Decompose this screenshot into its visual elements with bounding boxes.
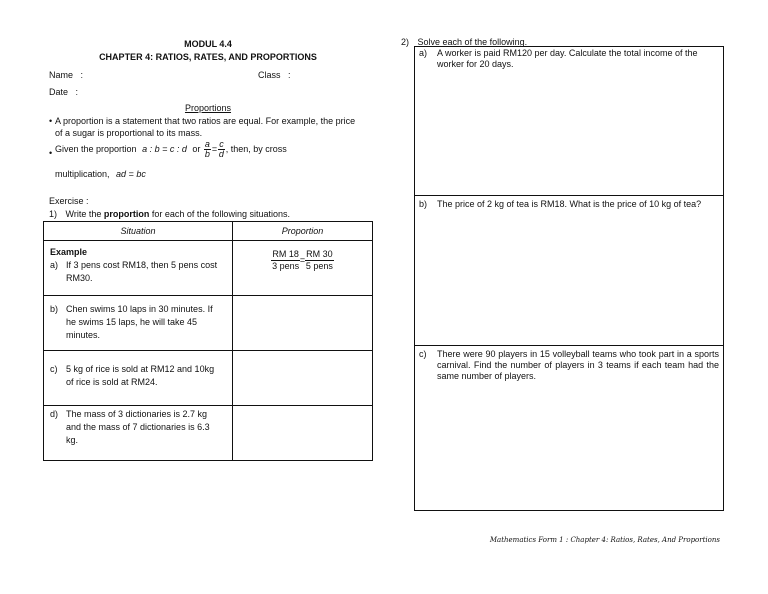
row-label: b) [50,304,59,314]
situation-table [43,221,373,461]
table-row [44,406,373,461]
cross-label: multiplication, [55,169,110,179]
table-header-row [44,222,373,241]
formula-tail: , then, by cross [225,143,287,154]
q1-pre: Write the [65,209,104,219]
formula-intro: Given the proportion [55,143,137,154]
class-label: Class : [258,70,291,80]
part-text: A worker is paid RM120 per day. Calculate the total income of the worker for 20 days. [437,48,698,69]
proportion-formula [49,140,369,159]
part-label: b) [419,199,428,209]
cross-formula: ad = bc [116,169,146,179]
answer-box-a[interactable] [414,46,724,196]
part-label: c) [419,349,427,359]
answer-box-c[interactable] [414,345,724,511]
situation-cell [44,241,233,296]
situation-cell [44,296,233,351]
header-situation: Situation [44,222,233,241]
proportion-answer-cell[interactable] [233,406,373,461]
situation-cell [44,351,233,406]
answer-fraction-2: $\frac{RM 30}{\text{5 pens}}$ [305,249,333,271]
row-label: d) [50,409,59,419]
row-text: If 3 pens cost RM18, then 5 pens cost RM30. [66,260,218,283]
table-row [44,241,373,296]
date-label: Date : [49,87,79,97]
name-label: Name : [49,70,84,80]
exercise-label: Exercise : [49,196,89,206]
formula-or: or [192,143,201,154]
part-text: There were 90 players in 15 volleyball teams who took part in a sports carnival. Find the number of players in 3 teams if each team had the same number of players. [437,349,719,381]
question-1 [49,209,290,219]
formula-ratio: a : b = c : d [142,143,187,154]
answer-equals: = [299,254,306,265]
chapter-title: CHAPTER 4: RATIOS, RATES, AND PROPORTIONS [99,52,317,62]
situation-cell [44,406,233,461]
proportion-answer-cell[interactable] [233,296,373,351]
part-text: The price of 2 kg of tea is RM18. What is the price of 10 kg of tea? [437,199,702,209]
row-label: a) [50,260,59,270]
example-label: Example [50,247,88,257]
module-title: MODUL 4.4 [184,39,232,49]
fraction-equals: = [211,143,218,154]
row-label: c) [50,364,58,374]
fraction-a-over-b: $\frac{a}{b}$ [204,139,210,159]
table-row [44,296,373,351]
part-label: a) [419,48,428,58]
proportion-cell [233,241,373,296]
fraction-c-over-d: $\frac{c}{d}$ [218,139,224,159]
proportions-heading: Proportions [184,103,232,113]
q1-post: for each of the following situations. [149,209,290,219]
page-footer: Mathematics Form 1 : Chapter 4: Ratios, Rates, And Proportions [489,536,720,544]
proportion-answer-cell[interactable] [233,351,373,406]
cross-multiplication [55,169,146,179]
answer-fraction-1: $\frac{RM 18}{\text{3 pens}}$ [272,249,300,271]
q1-number: 1) [49,209,58,219]
row-text: 5 kg of rice is sold at RM12 and 10kg of rice is sold at RM24. [66,364,215,387]
row-text: The mass of 3 dictionaries is 2.7 kg and the mass of 7 dictionaries is 6.3 kg. [66,409,210,445]
table-row [44,351,373,406]
bullet-icon: • [49,116,53,126]
header-proportion: Proportion [233,222,373,241]
answer-box-b[interactable] [414,195,724,346]
row-text: Chen swims 10 laps in 30 minutes. If he swims 15 laps, he will take 45 minutes. [66,304,213,340]
q1-bold: proportion [103,209,150,219]
q2-intro: Solve each of the following. [417,37,528,47]
bullet-icon: • [49,148,53,158]
proportion-definition [49,115,364,139]
definition-text: A proportion is a statement that two ratios are equal. For example, the price of a sugar is proportional to its mass. [55,116,356,138]
q2-number: 2) [401,37,410,47]
example-answer [233,241,372,272]
